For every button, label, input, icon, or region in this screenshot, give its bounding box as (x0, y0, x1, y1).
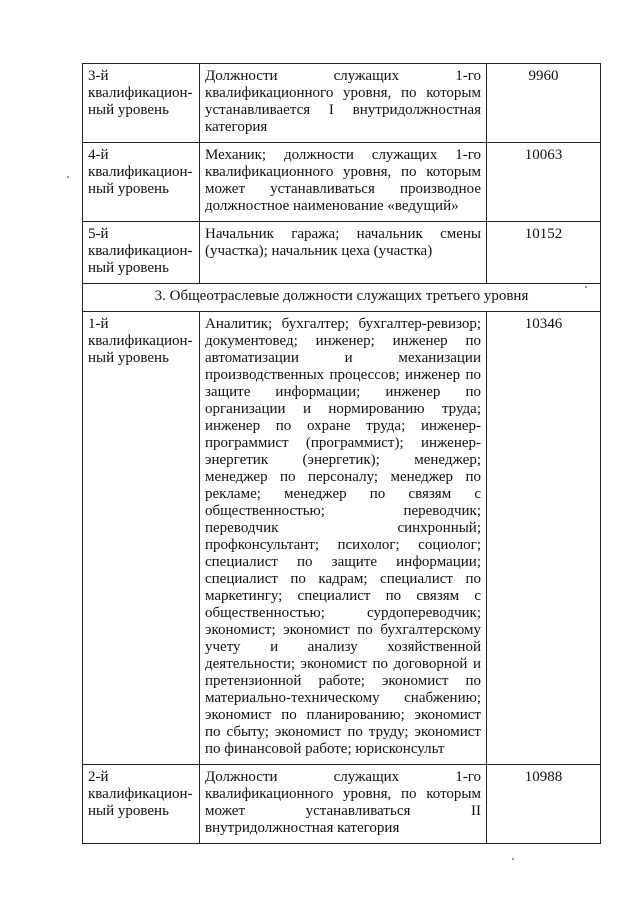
salary-cell: 10063 (487, 143, 601, 222)
section-row (83, 284, 601, 312)
salary-table (82, 63, 601, 844)
qualification-level-cell: 5-й квалификацион- ный уровень (83, 222, 200, 284)
salary-cell: 9960 (487, 64, 601, 143)
table-row (83, 143, 601, 222)
qualification-level-cell: 2-й квалификацион- ный уровень (83, 765, 200, 844)
qualification-level-cell: 4-й квалификацион- ный уровень (83, 143, 200, 222)
salary-cell: 10346 (487, 312, 601, 765)
scan-speck (67, 176, 69, 178)
salary-cell: 10988 (487, 765, 601, 844)
qualification-level-cell: 1-й квалификацион- ный уровень (83, 312, 200, 765)
position-description-cell: Аналитик; бухгалтер; бухгалтер-ревизор; документовед; инженер; инженер по автоматизации и механизации производственных процессов; инженер по защите информации; инженер по организации и нормированию труда; инженер по охране труда; инженер-программист (программист); инженер-энергетик (энергетик); менеджер; менеджер по персоналу; менеджер по рекламе; менеджер по связям с общественностью; переводчик; переводчик синхронный; профконсультант; психолог; социолог; специалист по защите информации; специалист по кадрам; специалист по маркетингу; специалист по связям с общественностью; сурдопереводчик; экономист; экономист по бухгалтерскому учету и анализу хозяйственной деятельности; экономист по договорной и претензионной работе; экономист по материально-техническому снабжению; экономист по планированию; экономист по сбыту; экономист по труду; экономист по финансовой работе; юрисконсульт (200, 312, 487, 765)
position-description-cell: Должности служащих 1-го квалификационного уровня, по которым устанавливается I внутридолжностная категория (200, 64, 487, 143)
qualification-level-cell: 3-й квалификацион- ный уровень (83, 64, 200, 143)
scan-speck (512, 858, 514, 860)
table-row (83, 222, 601, 284)
table-row (83, 312, 601, 765)
position-description-cell: Должности служащих 1-го квалификационного уровня, по которым может устанавливаться II внутридолжностная категория (200, 765, 487, 844)
position-description-cell: Начальник гаража; начальник смены (участка); начальник цеха (участка) (200, 222, 487, 284)
table-row (83, 765, 601, 844)
section-heading: 3. Общеотраслевые должности служащих третьего уровня (83, 284, 601, 312)
salary-cell: 10152 (487, 222, 601, 284)
position-description-cell: Механик; должности служащих 1-го квалификационного уровня, по которым может устанавливаться производное должностное наименование «ведущий» (200, 143, 487, 222)
table-row (83, 64, 601, 143)
